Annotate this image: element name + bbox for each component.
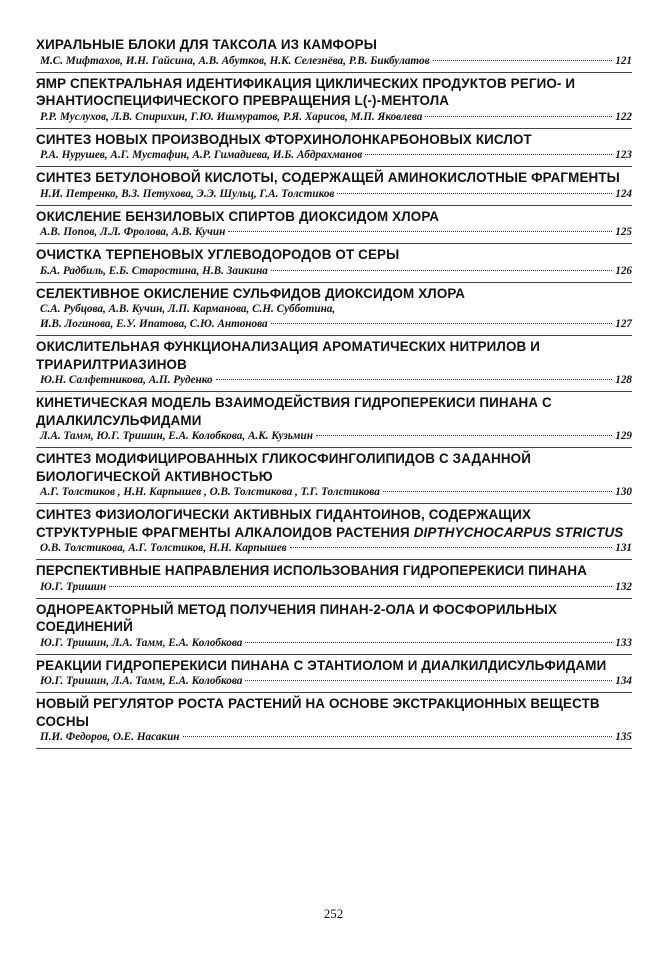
entry-authors: О.В. Толстикова, А.Г. Толстиков, Н.Н. Карпышев — [40, 542, 287, 554]
entry-title: СИНТЕЗ МОДИФИЦИРОВАННЫХ ГЛИКОСФИНГОЛИПИДОВ С ЗАДАННОЙ БИОЛОГИЧЕСКОЙ АКТИВНОСТЬЮ — [36, 451, 532, 484]
entry-title: ОКИСЛЕНИЕ БЕНЗИЛОВЫХ СПИРТОВ ДИОКСИДОМ ХЛОРА — [36, 208, 440, 224]
entry-authors: И.В. Логинова, Е.У. Ипатова, С.Ю. Антонова — [40, 318, 268, 330]
entry-authors: А.Г. Толстиков , Н.Н. Карпышев , О.В. Толстикова , Т.Г. Толстикова — [40, 486, 380, 498]
entry-title-species: DIPTHYCHOCARPUS STRICTUS — [413, 524, 624, 540]
entry-title: РЕАКЦИИ ГИДРОПЕРЕКИСИ ПИНАНА С ЭТАНТИОЛОМ И ДИАЛКИЛДИСУЛЬФИДАМИ — [36, 657, 607, 673]
author-line — [36, 225, 632, 240]
entry-page: 135 — [615, 731, 632, 743]
entry-authors: Н.И. Петренко, В.З. Петухова, Э.Э. Шульц, Г.А. Толстиков — [40, 187, 335, 200]
toc-entry — [36, 283, 632, 337]
toc-entry — [36, 167, 632, 206]
dot-leader — [365, 154, 612, 155]
toc-entry — [36, 129, 632, 168]
toc-entry — [36, 73, 632, 129]
entry-authors: Б.А. Радбиль, Е.Б. Старостина, Н.В. Заикина — [40, 264, 268, 277]
dot-leader — [383, 491, 612, 492]
entry-title: ОЧИСТКА ТЕРПЕНОВЫХ УГЛЕВОДОРОДОВ ОТ СЕРЫ — [36, 247, 400, 262]
entry-page: 134 — [615, 675, 632, 687]
entry-title: ОКИСЛИТЕЛЬНАЯ ФУНКЦИОНАЛИЗАЦИЯ АРОМАТИЧЕСКИХ НИТРИЛОВ И ТРИАРИЛТРИАЗИНОВ — [36, 339, 541, 372]
entry-page: 131 — [615, 542, 632, 554]
entry-page: 132 — [615, 580, 632, 593]
entry-page: 130 — [615, 486, 632, 498]
toc-entry — [36, 336, 632, 392]
entry-title: ОДНОРЕАКТОРНЫЙ МЕТОД ПОЛУЧЕНИЯ ПИНАН-2-ОЛА И ФОСФОРИЛЬНЫХ СОЕДИНЕНИЙ — [36, 601, 558, 634]
entry-title: СИНТЕЗ БЕТУЛОНОВОЙ КИСЛОТЫ, СОДЕРЖАЩЕЙ АМИНОКИСЛОТНЫЕ ФРАГМЕНТЫ — [36, 170, 620, 185]
toc-entry — [36, 504, 632, 560]
entry-authors: Ю.Г. Тришин — [40, 580, 107, 593]
toc-entry — [36, 206, 632, 245]
entry-page: 125 — [615, 226, 632, 238]
entry-title: КИНЕТИЧЕСКАЯ МОДЕЛЬ ВЗАИМОДЕЙСТВИЯ ГИДРОПЕРЕКИСИ ПИНАНА С ДИАЛКИЛСУЛЬФИДАМИ — [36, 395, 552, 428]
toc-entry — [36, 36, 632, 73]
toc-entry — [36, 693, 632, 749]
dot-leader — [245, 642, 612, 643]
entry-authors: Р.А. Нурушев, А.Г. Мустафин, А.Р. Гимадиева, И.Б. Абдрахманов — [40, 149, 363, 161]
entry-authors: Ю.Г. Тришин, Л.А. Тамм, Е.А. Колобкова — [40, 636, 243, 649]
entry-authors: Ю.Н. Салфетникова, А.П. Руденко — [40, 374, 213, 386]
entry-page: 127 — [615, 318, 632, 330]
toc-entry — [36, 392, 632, 448]
entry-title: ЯМР СПЕКТРАЛЬНАЯ ИДЕНТИФИКАЦИЯ ЦИКЛИЧЕСКИХ ПРОДУКТОВ РЕГИО- И ЭНАНТИОСПЕЦИФИЧЕСКОГО ПРЕВРАЩЕНИЯ L(-)-МЕНТОЛА — [36, 75, 576, 108]
entry-authors: Л.А. Тамм, Ю.Г. Тришин, Е.А. Колобкова, А.К. Кузьмин — [40, 430, 313, 442]
author-line — [36, 187, 632, 202]
dot-leader — [316, 435, 612, 436]
author-line — [36, 541, 632, 556]
author-line — [36, 429, 632, 444]
entry-authors: Р.Р. Муслухов, Л.В. Спирихин, Г.Ю. Ишмуратов, Р.Я. Харисов, М.П. Яковлева — [40, 110, 423, 123]
entry-title — [36, 506, 632, 541]
dot-leader — [183, 736, 613, 737]
entry-page: 124 — [615, 187, 632, 200]
author-line — [36, 54, 632, 69]
dot-leader — [271, 270, 612, 271]
dot-leader — [228, 231, 612, 232]
author-line — [36, 580, 632, 595]
author-line — [36, 148, 632, 163]
toc-entry — [36, 244, 632, 283]
entry-title: ПЕРСПЕКТИВНЫЕ НАПРАВЛЕНИЯ ИСПОЛЬЗОВАНИЯ ГИДРОПЕРЕКИСИ ПИНАНА — [36, 563, 588, 578]
dot-leader — [245, 680, 612, 681]
entry-page: 126 — [615, 264, 632, 277]
entry-page: 123 — [615, 149, 632, 161]
author-line — [36, 485, 632, 500]
toc-entry — [36, 560, 632, 599]
entry-title-main: СИНТЕЗ ФИЗИОЛОГИЧЕСКИ АКТИВНЫХ ГИДАНТОИНОВ, СОДЕРЖАЩИХ СТРУКТУРНЫЕ ФРАГМЕНТЫ АЛКАЛОИДОВ РАСТЕНИЯ — [36, 507, 532, 540]
entry-authors: А.В. Попов, Л.Л. Фролова, А.В. Кучин — [40, 226, 226, 238]
author-line — [36, 264, 632, 279]
dot-leader — [109, 586, 612, 587]
author-line — [36, 636, 632, 651]
entry-authors-first-line: С.А. Рубцова, А.В. Кучин, Л.П. Карманова, С.Н. Субботина, — [40, 303, 336, 315]
dot-leader — [216, 379, 613, 380]
entry-authors: П.И. Федоров, О.Е. Насакин — [40, 731, 180, 743]
table-of-contents — [36, 36, 632, 749]
dot-leader — [337, 193, 612, 194]
author-line — [36, 730, 632, 745]
entry-authors: М.С. Мифтахов, И.Н. Гайсина, А.В. Абутков, Н.К. Селезнёва, Р.В. Бикбулатов — [40, 54, 430, 67]
entry-title: НОВЫЙ РЕГУЛЯТОР РОСТА РАСТЕНИЙ НА ОСНОВЕ ЭКСТРАКЦИОННЫХ ВЕЩЕСТВ СОСНЫ — [36, 696, 600, 729]
entry-page: 133 — [615, 636, 632, 649]
entry-title: СИНТЕЗ НОВЫХ ПРОИЗВОДНЫХ ФТОРХИНОЛОНКАРБОНОВЫХ КИСЛОТ — [36, 131, 532, 147]
entry-page: 122 — [615, 110, 632, 123]
page-number: 252 — [323, 906, 344, 921]
dot-leader — [271, 323, 613, 324]
dot-leader — [433, 60, 613, 61]
entry-title: ХИРАЛЬНЫЕ БЛОКИ ДЛЯ ТАКСОЛА ИЗ КАМФОРЫ — [36, 37, 378, 52]
entry-page: 121 — [615, 54, 632, 67]
author-line — [36, 674, 632, 689]
entry-authors: Ю.Г. Тришин, Л.А. Тамм, Е.А. Колобкова — [40, 675, 243, 687]
entry-page: 129 — [615, 430, 632, 442]
author-line — [36, 373, 632, 388]
entry-title: СЕЛЕКТИВНОЕ ОКИСЛЕНИЕ СУЛЬФИДОВ ДИОКСИДОМ ХЛОРА — [36, 285, 466, 301]
author-line — [36, 317, 632, 332]
author-line — [36, 110, 632, 125]
toc-entry — [36, 655, 632, 694]
toc-entry — [36, 599, 632, 655]
dot-leader — [290, 547, 613, 548]
entry-page: 128 — [615, 374, 632, 386]
dot-leader — [425, 116, 612, 117]
toc-entry — [36, 448, 632, 504]
